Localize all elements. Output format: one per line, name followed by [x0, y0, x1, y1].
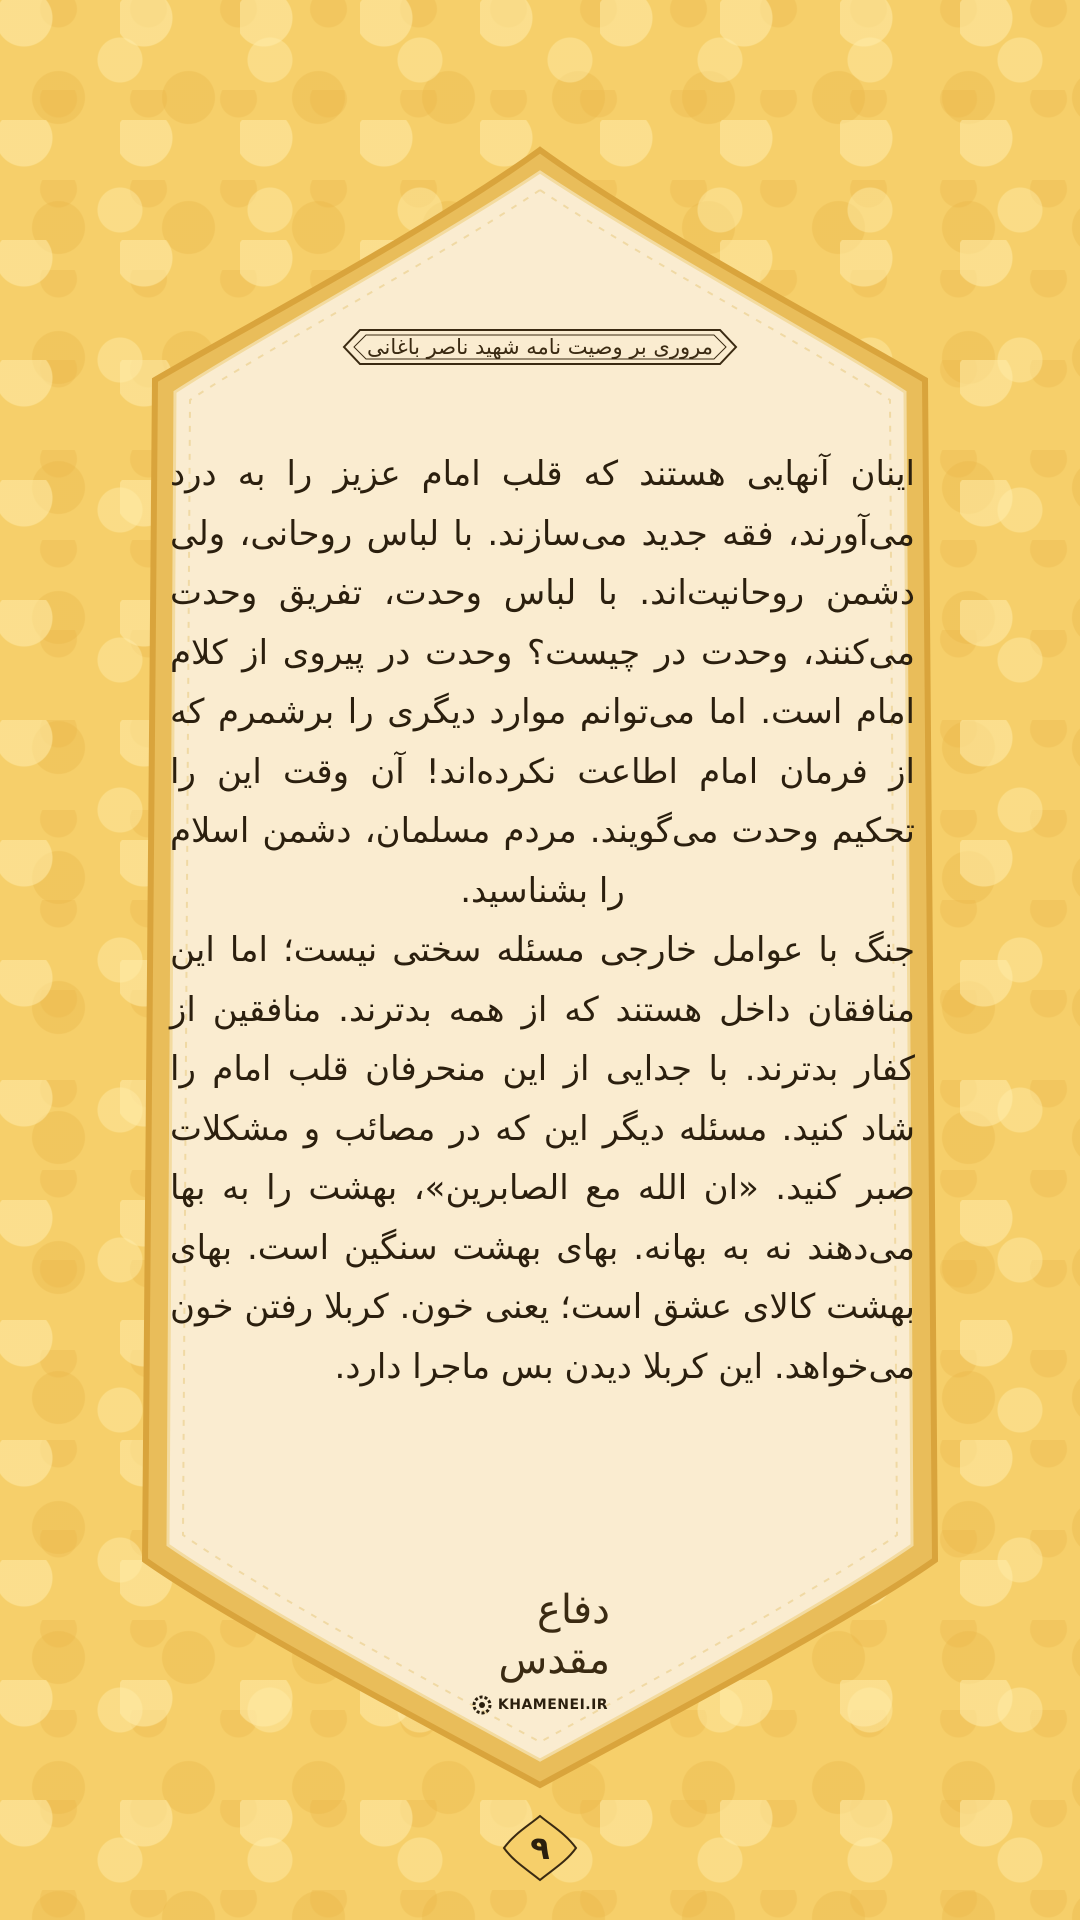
page-number-badge	[500, 1812, 580, 1884]
page-number: ۹	[530, 1829, 550, 1867]
page-title: مروری بر وصیت نامه شهید ناصر باغانی	[367, 335, 713, 359]
title-banner	[340, 326, 740, 368]
logo-script: دفاع مقدس	[498, 1587, 610, 1683]
khamenei-emblem-icon	[472, 1695, 492, 1715]
site-mark	[472, 1695, 608, 1715]
paragraph-1: اینان آنهایی هستند که قلب امام عزیز را به درد می‌آورند، فقه جدید می‌سازند. با لباس روحانی، ولی دشمن روحانیت‌اند. با لباس وحدت، تفریق وحدت می‌کنند، وحدت در چیست؟ وحدت در پیروی از کلام امام است. اما می‌توانم موارد دیگری را برشمرم که از فرمان امام اطاعت نکرده‌اند! آن وقت این را تحکیم وحدت می‌گویند. مردم مسلمان، دشمن اسلام را بشناسید.	[170, 454, 915, 911]
paragraph-2: جنگ با عوامل خارجی مسئله سختی نیست؛ اما این منافقان داخل هستند که از همه بدترند. منافقین از کفار بدترند. با جدایی از این منحرفان قلب امام را شاد کنید. مسئله دیگر این که در مصائب و مشکلات صبر کنید. «ان الله مع الصابرین»، بهشت را به بها می‌دهند نه به بهانه. بهای بهشت سنگین است. بهای بهشت کالای عشق است؛ یعنی خون. کربلا رفتن خون می‌خواهد. این کربلا دیدن بس ماجرا دارد.	[170, 930, 915, 1387]
testament-text	[170, 445, 915, 1397]
defa-moqaddas-logo	[470, 1585, 610, 1713]
site-name: KHAMENEI.IR	[497, 1697, 609, 1713]
